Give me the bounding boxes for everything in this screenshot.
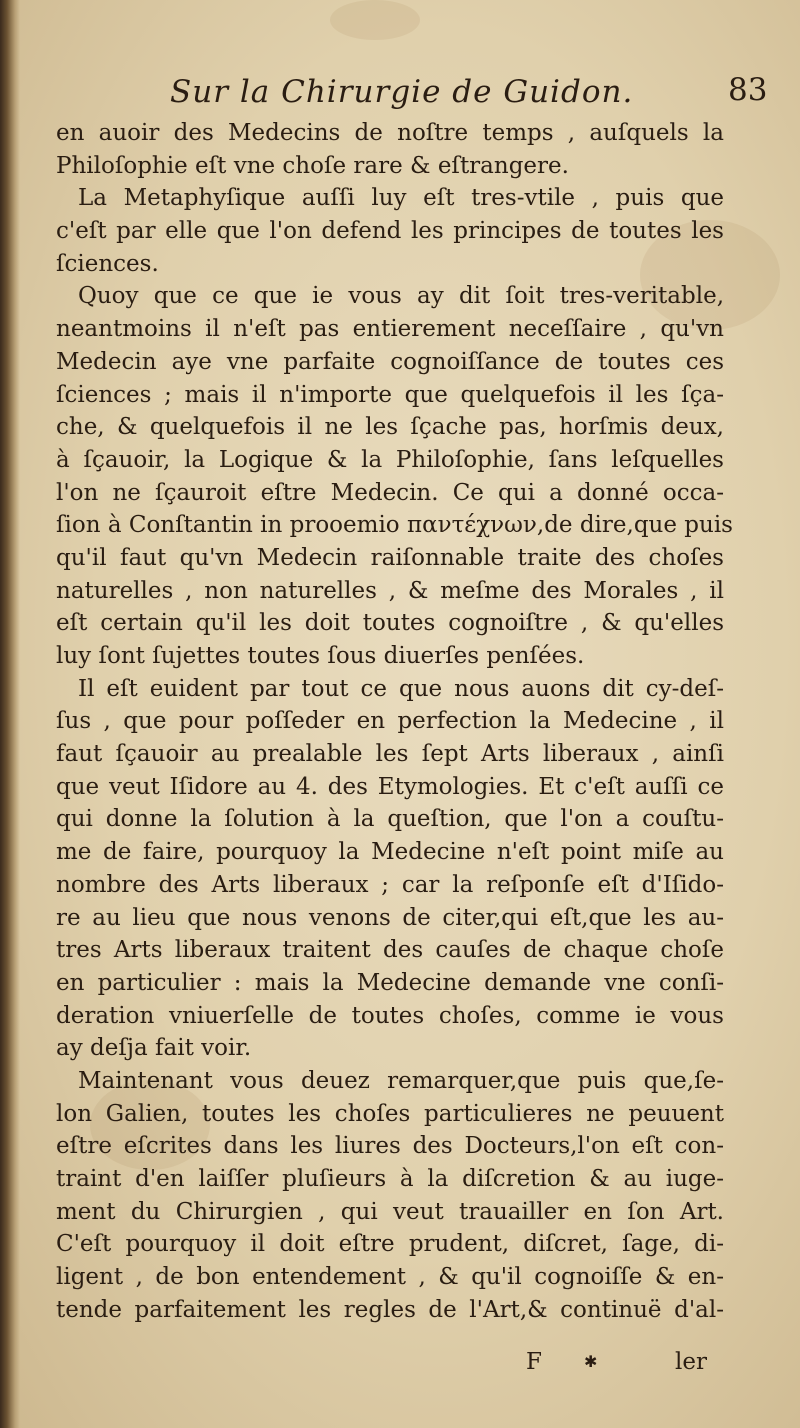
text-line: che, & quelquefois il ne les ſçache pas, horſmis deux, xyxy=(56,414,724,441)
text-line: Maintenant vous deuez remarquer,que puis que,ſe- xyxy=(78,1067,724,1094)
text-line: en auoir des Medecins de noſtre temps , auſquels la xyxy=(56,120,724,146)
text-line: Medecin aye vne parfaite cognoiſſance de toutes ces xyxy=(56,348,724,375)
signature-ornament: ✱ xyxy=(584,1352,598,1371)
text-line: La Metaphyſique auſſi luy eſt tres-vtile , puis que xyxy=(78,185,724,212)
text-line: ſciences ; mais il n'importe que quelquefois il les ſça- xyxy=(56,381,724,408)
text-line: luy ſont ſujettes toutes ſous diuerſes penſées. xyxy=(56,643,585,669)
text-line: lon Galien, toutes les choſes particulieres ne peuuent xyxy=(56,1100,724,1127)
text-line: en particulier : mais la Medecine demande vne conſi- xyxy=(56,969,724,996)
text-line: me de faire, pourquoy la Medecine n'eſt point miſe au xyxy=(56,839,724,866)
text-line: que veut Iſidore au 4. des Etymologies. Et c'eſt auſſi ce xyxy=(56,773,724,800)
body-text xyxy=(56,117,733,1326)
page-binding-shadow xyxy=(0,0,20,1428)
signature-mark: F xyxy=(526,1349,542,1375)
text-line: tende parfaitement les regles de l'Art,& continuë d'al- xyxy=(56,1296,724,1323)
text-line: naturelles , non naturelles , & meſme des Morales , il xyxy=(56,577,724,604)
page-number: 83 xyxy=(728,72,768,108)
text-line: nombre des Arts liberaux ; car la reſponſe eſt d'Iſido- xyxy=(56,871,724,898)
text-line: C'eſt pourquoy il doit eſtre prudent, diſcret, ſage, di- xyxy=(56,1231,724,1258)
catchword: ler xyxy=(675,1349,707,1375)
text-line: Quoy que ce que ie vous ay dit ſoit tres-veritable, xyxy=(78,283,724,310)
text-line: neantmoins il n'eſt pas entierement neceſſaire , qu'vn xyxy=(56,316,724,343)
text-line: c'eſt par elle que l'on defend les principes de toutes les xyxy=(56,218,724,245)
text-line: ment du Chirurgien , qui veut trauailler en ſon Art. xyxy=(56,1198,724,1225)
text-line: re au lieu que nous venons de citer,qui eſt,que les au- xyxy=(56,904,724,931)
text-line: ay deſja fait voir. xyxy=(56,1035,252,1062)
text-line: tres Arts liberaux traitent des cauſes de chaque choſe xyxy=(56,937,724,964)
text-line: eſt certain qu'il les doit toutes cognoiſtre , & qu'elles xyxy=(56,610,724,637)
text-line: ſus , que pour poſſeder en perfection la Medecine , il xyxy=(56,708,724,735)
text-line: qu'il faut qu'vn Medecin raiſonnable traite des choſes xyxy=(56,544,724,571)
text-line: à ſçauoir, la Logique & la Philoſophie, ſans leſquelles xyxy=(56,446,724,473)
text-line: ſion à Conſtantin in prooemio παντέχνων,de dire,que puis xyxy=(56,512,733,539)
text-line: deration vniuerſelle de toutes choſes, comme ie vous xyxy=(56,1002,724,1029)
text-line: Philoſophie eſt vne choſe rare & eſtrangere. xyxy=(56,152,569,179)
text-line: qui donne la ſolution à la queſtion, que l'on a couſtu- xyxy=(56,806,724,833)
paper-stain xyxy=(330,0,420,40)
running-head: Sur la Chirurgie de Guidon. xyxy=(170,74,634,110)
text-line: traint d'en laiſſer pluſieurs à la diſcretion & au iuge- xyxy=(56,1166,724,1192)
text-line: ligent , de bon entendement , & qu'il cognoiſſe & en- xyxy=(56,1264,724,1291)
text-line: eſtre eſcrites dans les liures des Docteurs,l'on eſt con- xyxy=(56,1133,724,1160)
text-line: faut ſçauoir au prealable les ſept Arts liberaux , ainſi xyxy=(56,741,724,768)
page-footer xyxy=(470,1345,730,1379)
text-line: l'on ne ſçauroit eſtre Medecin. Ce qui a donné occa- xyxy=(56,479,724,506)
text-line: ſciences. xyxy=(56,250,159,277)
text-line: Il eſt euident par tout ce que nous auons dit cy-deſ- xyxy=(78,675,724,702)
